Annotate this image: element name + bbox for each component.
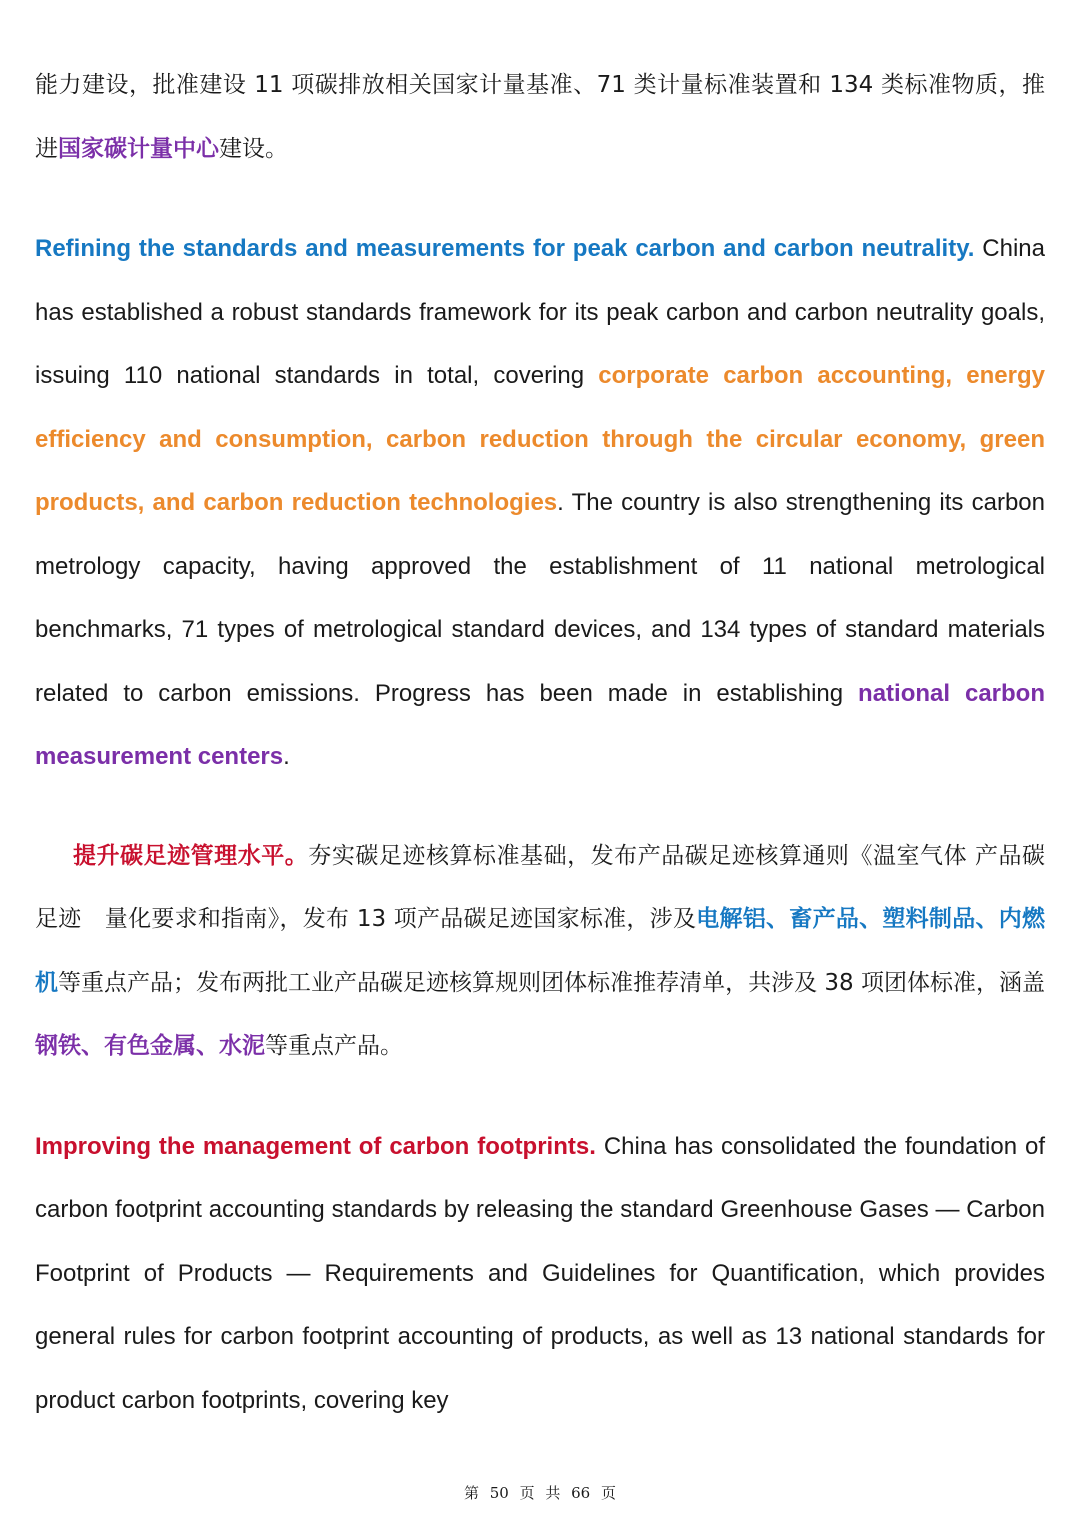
paragraph-cn-metrology bbox=[35, 54, 1045, 181]
text-run: 建设。 bbox=[219, 135, 288, 162]
text-run: 能力建设，批准建设 11 项碳排放相关国家计量基准、71 类计量标准装置和 134 类标准物质，推进 bbox=[35, 72, 1045, 162]
highlight-measurement-centers: national carbon measurement centers bbox=[35, 679, 1045, 770]
section-heading-footprint-en: Improving the management of carbon footprints. bbox=[35, 1132, 596, 1160]
text-run: China has consolidated the foundation of carbon footprint accounting standards by releasing the standard Greenhouse Gases — Carbon Footprint of Products — Requirements and Guidelines for Quantification, which provides general rules for carbon footprint accounting of products, as well as 13 national standards for product carbon footprints, covering key bbox=[35, 1132, 1046, 1414]
paragraph-cn-footprint bbox=[35, 825, 1045, 1079]
section-heading-standards: Refining the standards and measurements for peak carbon and carbon neutrality. bbox=[35, 235, 975, 262]
highlight-standard-areas: corporate carbon accounting, energy efficiency and consumption, carbon reduction through the circular economy, green products, and carbon reduction technologies bbox=[35, 362, 1045, 516]
text-run: . bbox=[283, 743, 290, 770]
text-run: 夯实碳足迹核算标准基础，发布产品碳足迹核算通则《温室气体 产品碳足迹 量化要求和指南》，发布 13 项产品碳足迹国家标准，涉及 bbox=[35, 842, 1046, 932]
paragraph-en-standards bbox=[35, 217, 1045, 789]
text-run: 等重点产品；发布两批工业产品碳足迹核算规则团体标准推荐清单，共涉及 38 项团体标准，涵盖 bbox=[58, 969, 1046, 996]
highlight-industries: 钢铁、有色金属、水泥 bbox=[35, 1033, 265, 1059]
paragraph-gap bbox=[35, 181, 1045, 217]
text-run: . The country is also strengthening its carbon metrology capacity, having approved the establishment of 11 national metrological benchmarks, 71 types of metrological standard devices, and 134 types of standard materials related to carbon emissions. Progress has been made in establishing bbox=[35, 489, 1045, 707]
document-page bbox=[35, 54, 1045, 1432]
text-run: China has established a robust standards framework for its peak carbon and carbon neutrality goals, issuing 110 national standards in total, covering bbox=[35, 235, 1045, 389]
section-heading-footprint-cn: 提升碳足迹管理水平。 bbox=[73, 842, 309, 869]
paragraph-gap bbox=[35, 1079, 1045, 1115]
paragraph-gap bbox=[35, 789, 1045, 825]
page-number-footer: 第 50 页 共 66 页 bbox=[463, 1484, 616, 1502]
paragraph-en-footprint bbox=[35, 1115, 1045, 1433]
highlight-carbon-metrology-center: 国家碳计量中心 bbox=[58, 135, 219, 162]
text-run: 等重点产品。 bbox=[265, 1033, 403, 1059]
highlight-key-products: 电解铝、畜产品、塑料制品、内燃机 bbox=[35, 906, 1045, 996]
